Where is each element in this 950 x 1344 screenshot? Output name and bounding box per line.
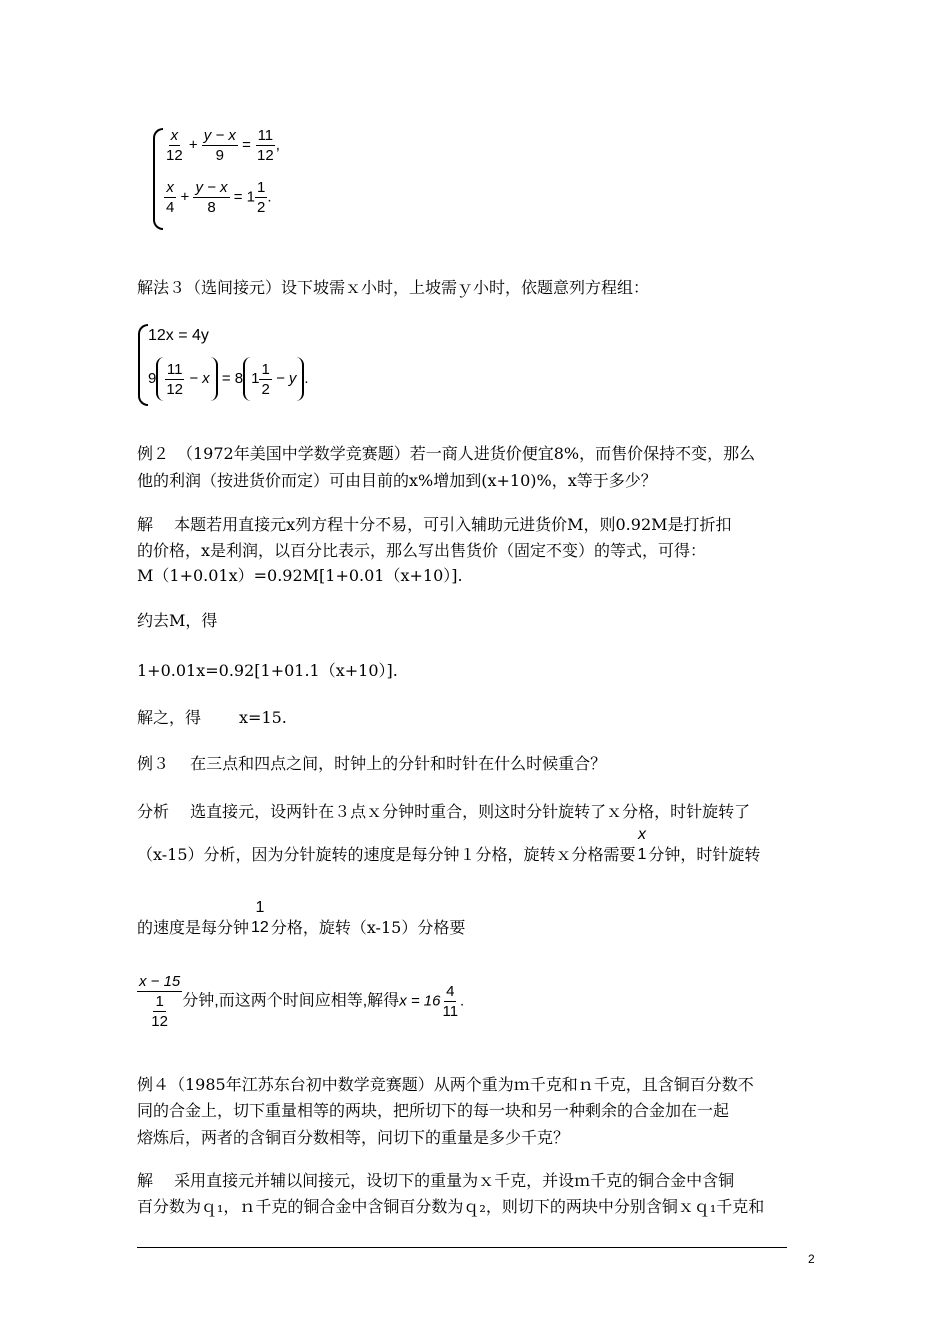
eq2-eq: = 1 bbox=[233, 188, 256, 206]
ex2-line1: 例２ （1972年美国中学数学竞赛题）若一商人进货价便宜8%，而售价保持不变，那么 bbox=[137, 444, 756, 463]
system1-eq1 bbox=[164, 128, 280, 163]
ana3-line2a: （x-15）分析，因为分针旋转的速度是每分钟１分格，旋转ｘ分格需要 bbox=[137, 845, 636, 864]
ana3-l4-var: x = 16 bbox=[399, 992, 441, 1010]
equation-step: 1+0.01x=0.92[1+01.1（x+10）]. bbox=[137, 661, 398, 680]
eq1-plus: + bbox=[188, 136, 198, 154]
method3-text: 解法３（选间接元）设下坡需ｘ小时，上坡需ｙ小时，依题意列方程组： bbox=[137, 278, 650, 297]
s2-minus2: − y bbox=[275, 369, 297, 387]
ex4-line3: 熔炼后，两者的含铜百分数相等，问切下的重量是多少千克？ bbox=[137, 1128, 570, 1147]
ana3-line4 bbox=[137, 974, 464, 1029]
right-paren-icon bbox=[210, 357, 218, 401]
s2-fn: 11 bbox=[166, 360, 183, 378]
eq2-n1: x bbox=[166, 179, 174, 196]
eq1-d1: 12 bbox=[166, 147, 183, 164]
left-paren-icon bbox=[243, 357, 251, 401]
ana3-l4-tail: . bbox=[460, 992, 465, 1010]
eq1-tail: , bbox=[275, 136, 280, 154]
ana3-l4-text: 分钟,而这两个时间应相等,解得 bbox=[182, 992, 400, 1010]
eq1-n1: x bbox=[170, 127, 179, 144]
s2-a: 9 bbox=[148, 369, 157, 387]
ana3-l4-dnum: 1 bbox=[155, 993, 164, 1010]
system2-eq1: 12x = 4y bbox=[148, 327, 209, 344]
eq2-rd: 2 bbox=[257, 199, 266, 216]
s2-gd: 2 bbox=[261, 380, 270, 398]
ex2-line2: 他的利润（按进货价而定）可由目前的x%增加到(x+10)%，x等于多少？ bbox=[137, 471, 657, 490]
eq1-rd: 12 bbox=[257, 147, 274, 164]
eq2-d1: 4 bbox=[166, 199, 175, 216]
s2-eq: = 8 bbox=[221, 369, 244, 387]
eq1-rn: 11 bbox=[257, 127, 274, 144]
s2-gn: 1 bbox=[261, 360, 270, 378]
ana3-l4-num: x − 15 bbox=[139, 973, 181, 990]
eq1-eq: = bbox=[242, 136, 251, 154]
s2-minus1: − x bbox=[189, 369, 210, 387]
eq2-n2: y − x bbox=[195, 179, 228, 196]
eq1-d2: 9 bbox=[215, 147, 225, 164]
ana3-l4-rn: 4 bbox=[446, 983, 455, 1000]
ana3-l4-rd: 11 bbox=[442, 1003, 459, 1020]
sol4-line1: 解 采用直接元并辅以间接元，设切下的重量为ｘ千克，并设ｍ千克的铜合金中含铜 bbox=[137, 1171, 735, 1190]
ana3-line3b: 分格，旋转（x-15）分格要 bbox=[270, 918, 466, 937]
ana3-line2 bbox=[137, 827, 760, 863]
ana3-line2b: 分钟，时针旋转 bbox=[648, 845, 761, 864]
ana3-line3 bbox=[137, 900, 465, 936]
ana3-frac-den: 1 bbox=[637, 846, 647, 863]
footer-rule bbox=[137, 1247, 787, 1248]
ana3-frac-num: x bbox=[637, 826, 646, 843]
solve-step bbox=[137, 710, 287, 726]
system2-eq2 bbox=[148, 357, 309, 401]
cancel-step: 约去M，得 bbox=[137, 611, 218, 630]
ex4-line1: 例４（1985年江苏东台初中数学竞赛题）从两个重为ｍ千克和ｎ千克，且含铜百分数不 bbox=[137, 1075, 754, 1094]
sol2-line2: 的价格，x是利润，以百分比表示，那么写出售货价（固定不变）的等式，可得： bbox=[137, 541, 707, 560]
eq2-rn: 1 bbox=[257, 179, 266, 196]
ana3-speed-num: 1 bbox=[255, 899, 265, 916]
sol2-line3: M（1+0.01x）=0.92M[1+0.01（x+10）]. bbox=[137, 566, 463, 585]
system1-eq2 bbox=[164, 180, 272, 215]
page-number: 2 bbox=[808, 1252, 815, 1266]
solve-value: x=15. bbox=[239, 708, 287, 727]
eq2-plus: + bbox=[180, 188, 190, 206]
ana3-speed-den: 12 bbox=[251, 919, 269, 936]
ana3-line3a: 的速度是每分钟 bbox=[137, 918, 250, 937]
sol4-line2: 百分数为ｑ₁，ｎ千克的铜合金中含铜百分数为ｑ₂，则切下的两块中分别含铜ｘｑ₁千克和 bbox=[137, 1197, 765, 1216]
ex3-line: 例３ 在三点和四点之间，时钟上的分针和时针在什么时候重合？ bbox=[137, 754, 607, 773]
s2-fd: 12 bbox=[166, 380, 184, 398]
s2-tail: . bbox=[304, 369, 309, 387]
solve-label: 解之，得 bbox=[137, 708, 202, 727]
ana3-line1: 分析 选直接元，设两针在３点ｘ分钟时重合，则这时分针旋转了ｘ分格，时针旋转了 bbox=[137, 802, 751, 821]
system1-brace bbox=[153, 128, 163, 230]
left-paren-icon bbox=[156, 357, 164, 401]
eq2-d2: 8 bbox=[207, 199, 216, 216]
s2-one: 1 bbox=[251, 369, 260, 387]
ana3-l4-dden: 12 bbox=[151, 1013, 168, 1030]
system2-brace bbox=[138, 324, 148, 406]
eq1-n2: y − x bbox=[203, 127, 236, 144]
ex4-line2: 同的合金上，切下重量相等的两块，把所切下的每一块和另一种剩余的合金加在一起 bbox=[137, 1101, 730, 1120]
eq2-tail: . bbox=[267, 188, 272, 206]
sol2-line1: 解 本题若用直接元x列方程十分不易，可引入辅助元进货价M，则0.92M是打折扣 bbox=[137, 515, 732, 534]
